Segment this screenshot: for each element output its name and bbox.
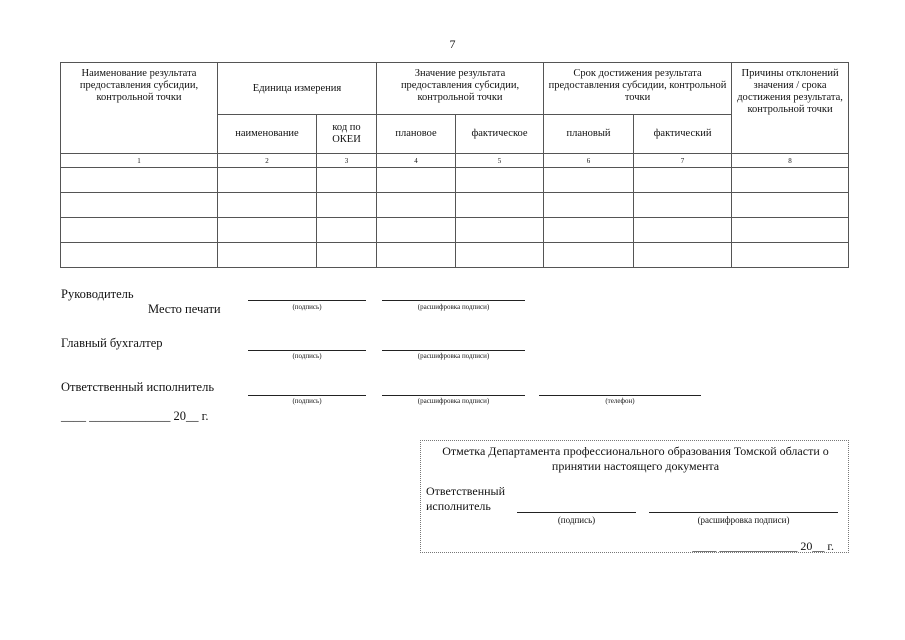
subheader-unit-name: наименование [218,115,317,154]
header-unit: Единица измерения [218,63,377,115]
subheader-okei-code: код по ОКЕИ [317,115,377,154]
table-cell[interactable] [544,243,634,268]
table-cell[interactable] [61,218,218,243]
approval-executor-label-2: исполнитель [426,499,491,513]
table-cell[interactable] [456,243,544,268]
head-label: Руководитель [61,287,134,301]
table-cell[interactable] [317,193,377,218]
head-signature-caption: (подпись) [292,303,322,311]
table-cell[interactable] [377,168,456,193]
approval-date-line[interactable]: ____ _____________ 20__ г. [692,539,834,553]
table-cell[interactable] [218,193,317,218]
accountant-decoding-caption: (расшифровка подписи) [417,352,490,360]
executor-signature-caption: (подпись) [292,397,322,405]
executor-phone-line[interactable] [539,395,701,396]
approval-signature-caption: (подпись) [557,515,596,525]
approval-decoding-caption: (расшифровка подписи) [697,515,790,525]
head-signature-line[interactable] [248,300,366,301]
approval-box-title: Отметка Департамента профессионального образования Томской области о принятии настоящего документа [442,444,829,473]
table-cell[interactable] [377,243,456,268]
approval-decoding-line[interactable] [649,512,838,513]
header-result-name: Наименование результата предоставления субсидии, контрольной точки [61,63,218,154]
column-number: 1 [61,154,218,168]
table-cell[interactable] [732,218,849,243]
date-line[interactable]: ____ _____________ 20__ г. [61,409,209,423]
table-row [61,243,849,268]
approval-signature-line[interactable] [517,512,636,513]
column-number-row [61,154,849,168]
stamp-label: Место печати [148,302,221,316]
executor-signature-line[interactable] [248,395,366,396]
table-cell[interactable] [456,193,544,218]
table-cell[interactable] [544,218,634,243]
header-value: Значение результата предоставления субсидии, контрольной точки [377,63,544,115]
subheader-value-planned: плановое [377,115,456,154]
table-row [61,168,849,193]
executor-decoding-line[interactable] [382,395,525,396]
table-cell[interactable] [218,218,317,243]
table-cell[interactable] [732,193,849,218]
accountant-decoding-line[interactable] [382,350,525,351]
table-cell[interactable] [218,168,317,193]
approval-executor-label-1: Ответственный [426,484,506,498]
head-decoding-caption: (расшифровка подписи) [417,303,490,311]
department-approval-box [420,440,849,553]
column-number: 2 [218,154,317,168]
column-number: 7 [634,154,732,168]
table-cell[interactable] [377,218,456,243]
head-decoding-line[interactable] [382,300,525,301]
table-cell[interactable] [732,243,849,268]
table-row [61,218,849,243]
column-number: 8 [732,154,849,168]
column-number: 5 [456,154,544,168]
table-cell[interactable] [61,193,218,218]
table-cell[interactable] [544,168,634,193]
table-cell[interactable] [634,218,732,243]
header-reasons: Причины отклонений значения / срока достижения результата, контрольной точки [732,63,849,154]
table-cell[interactable] [544,193,634,218]
table-cell[interactable] [218,243,317,268]
table-cell[interactable] [456,218,544,243]
column-number: 3 [317,154,377,168]
table-cell[interactable] [317,243,377,268]
header-term: Срок достижения результата предоставления субсидии, контрольной точки [544,63,732,115]
executor-decoding-caption: (расшифровка подписи) [417,397,490,405]
page-number: 7 [449,37,456,51]
column-number: 6 [544,154,634,168]
report-table [60,62,849,268]
table-cell[interactable] [317,168,377,193]
table-cell[interactable] [634,168,732,193]
subheader-term-actual: фактический [634,115,732,154]
table-cell[interactable] [317,218,377,243]
executor-label: Ответственный исполнитель [61,380,215,394]
table-cell[interactable] [456,168,544,193]
table-cell[interactable] [634,193,732,218]
accountant-signature-caption: (подпись) [292,352,322,360]
executor-phone-caption: (телефон) [605,397,635,405]
table-cell[interactable] [377,193,456,218]
subheader-value-actual: фактическое [456,115,544,154]
table-cell[interactable] [61,168,218,193]
table-cell[interactable] [61,243,218,268]
accountant-label: Главный бухгалтер [61,336,163,350]
column-number: 4 [377,154,456,168]
accountant-signature-line[interactable] [248,350,366,351]
table-row [61,193,849,218]
table-cell[interactable] [732,168,849,193]
table-cell[interactable] [634,243,732,268]
subheader-term-planned: плановый [544,115,634,154]
